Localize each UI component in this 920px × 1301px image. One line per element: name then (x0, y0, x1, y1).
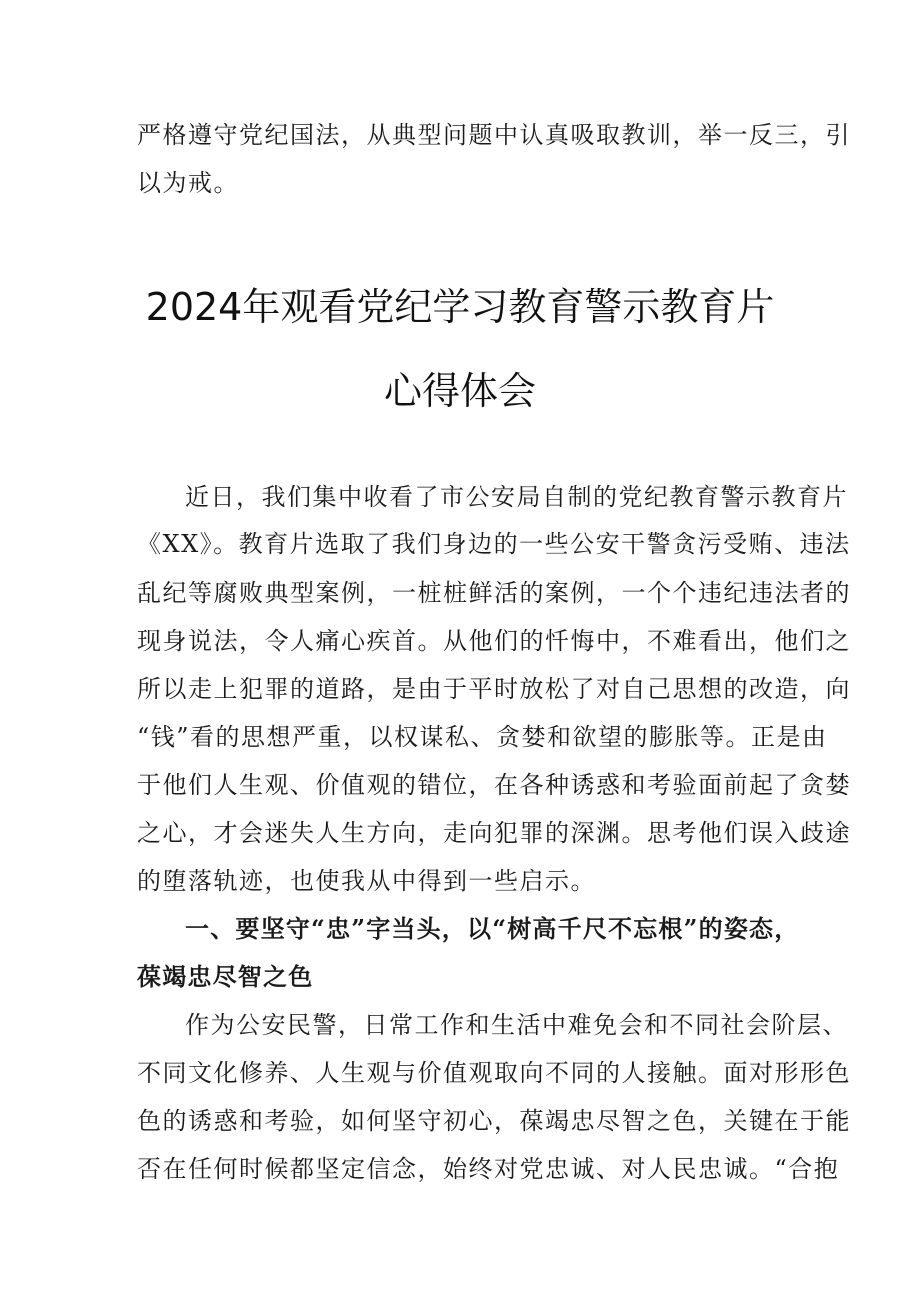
paragraph2-line-1: 作为公安民警，日常工作和生活中难免会和不同社会阶层、 (185, 1011, 848, 1039)
section-heading-1-line-2: 葆竭忠尽智之色 (137, 962, 314, 991)
paragraph1-line-9: 的堕落轨迹，也使我从中得到一些启示。 (137, 867, 596, 895)
paragraph1-line-3: 乱纪等腐败典型案例，一桩桩鲜活的案例，一个个违纪违法者的 (137, 579, 851, 607)
paragraph1-line-8: 之心，才会迷失人生方向，走向犯罪的深渊。思考他们误入歧途 (137, 819, 851, 847)
intro-line-2: 以为戒。 (137, 169, 239, 197)
section-heading-1-line-1: 一、要坚守“忠”字当头，以“树高千尺不忘根”的姿态， (185, 914, 800, 943)
paragraph2-line-2: 不同文化修养、人生观与价值观取向不同的人接触。面对形形色 (137, 1059, 851, 1087)
document-title-line-1: 2024年观看党纪学习教育警示教育片 (145, 285, 775, 329)
paragraph2-line-3: 色的诱惑和考验，如何坚守初心，葆竭忠尽智之色，关键在于能 (137, 1107, 851, 1135)
paragraph1-line-7: 于他们人生观、价值观的错位，在各种诱惑和考验面前起了贪婪 (137, 771, 851, 799)
paragraph1-line-2: 《XX》。教育片选取了我们身边的一些公安干警贪污受贿、违法 (137, 530, 851, 558)
paragraph1-line-6: “钱”看的思想严重，以权谋私、贪婪和欲望的膨胀等。正是由 (137, 723, 828, 751)
paragraph2-line-4: 否在任何时候都坚定信念，始终对党忠诚、对人民忠诚。“合抱 (137, 1155, 840, 1183)
paragraph1-line-5: 所以走上犯罪的道路，是由于平时放松了对自己思想的改造，向 (137, 675, 851, 703)
paragraph1-line-1: 近日，我们集中收看了市公安局自制的党纪教育警示教育片 (185, 483, 848, 511)
intro-line-1: 严格遵守党纪国法，从典型问题中认真吸取教训，举一反三，引 (137, 121, 851, 149)
paragraph1-line-4: 现身说法，令人痛心疾首。从他们的忏悔中，不难看出，他们之 (137, 627, 851, 655)
document-title-line-2: 心得体会 (383, 369, 536, 413)
